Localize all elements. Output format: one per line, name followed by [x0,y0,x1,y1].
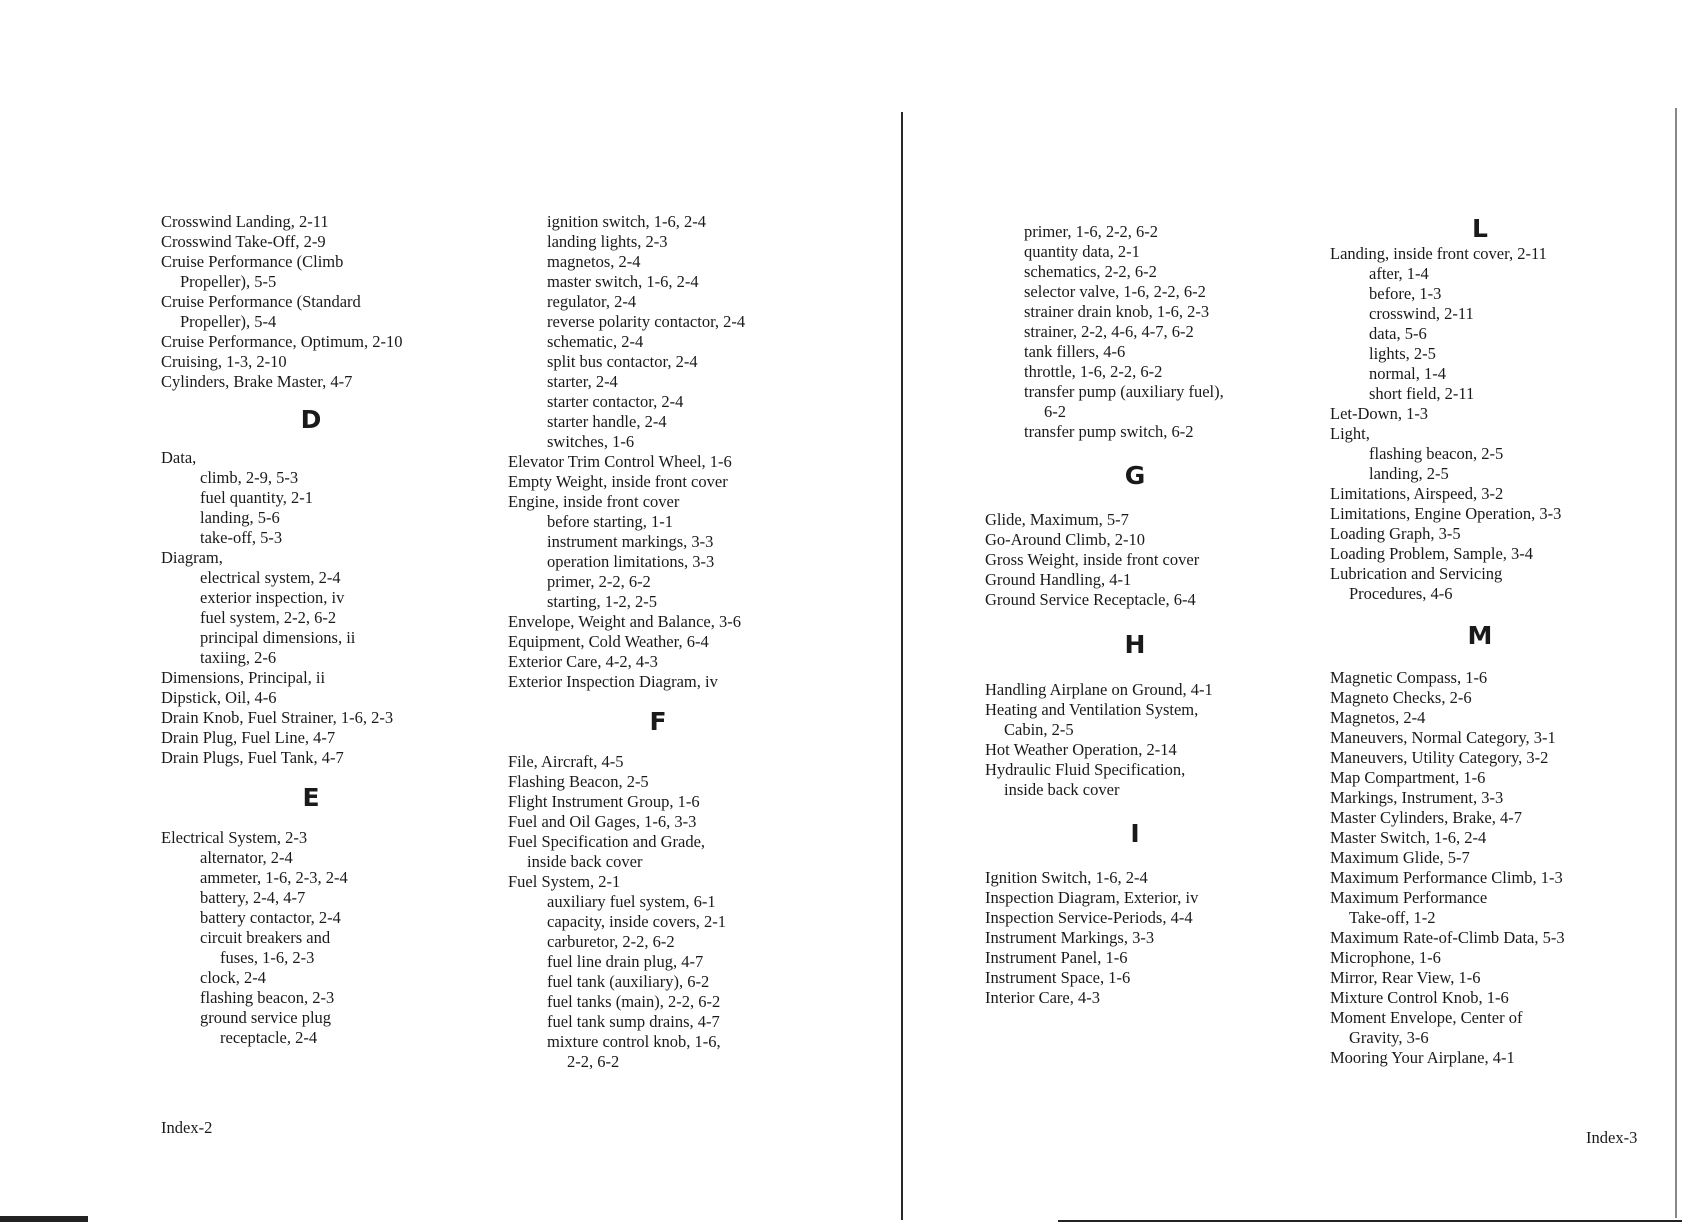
section-letter-h: H [1124,630,1146,659]
index-entry: Instrument Markings, 3-3 [985,928,1155,947]
index-entry: Landing, inside front cover, 2-11 [1330,244,1547,263]
index-entry: Cruising, 1-3, 2-10 [161,352,287,371]
index-entry: Mixture Control Knob, 1-6 [1330,988,1509,1007]
index-subentry: 6-2 [1044,402,1066,421]
index-entry: Cabin, 2-5 [1004,720,1074,739]
index-subentry: 2-2, 6-2 [567,1052,620,1071]
index-entry: Maximum Performance [1330,888,1488,907]
index-subentry: landing lights, 2-3 [547,232,668,251]
index-entry: Propeller), 5-4 [180,312,277,331]
index-subentry: starter contactor, 2-4 [547,392,684,411]
index-entry: Exterior Care, 4-2, 4-3 [508,652,658,671]
index-entry: Fuel Specification and Grade, [508,832,706,851]
index-entry: Master Switch, 1-6, 2-4 [1330,828,1487,847]
index-subentry: regulator, 2-4 [547,292,637,311]
index-entry: Flashing Beacon, 2-5 [508,772,649,791]
index-subentry: battery, 2-4, 4-7 [200,888,306,907]
index-entry: Inspection Service-Periods, 4-4 [985,908,1193,927]
index-entry: Hydraulic Fluid Specification, [985,760,1186,779]
index-subentry: short field, 2-11 [1369,384,1475,403]
index-entry: Take-off, 1-2 [1349,908,1436,927]
index-entry: Cruise Performance, Optimum, 2-10 [161,332,403,351]
section-letter-l: L [1472,214,1488,243]
index-column-left-2 [508,212,848,1072]
index-entry: Electrical System, 2-3 [161,828,308,847]
index-subentry: fuses, 1-6, 2-3 [220,948,315,967]
index-subentry: after, 1-4 [1369,264,1429,283]
index-entry: Fuel System, 2-1 [508,872,621,891]
index-subentry: taxiing, 2-6 [200,648,277,667]
index-entry: Magneto Checks, 2-6 [1330,688,1472,707]
index-entry: Hot Weather Operation, 2-14 [985,740,1177,759]
index-entry: Loading Graph, 3-5 [1330,524,1461,543]
index-entry: Maneuvers, Utility Category, 3-2 [1330,748,1549,767]
scan-edge-bottom-right [1058,1220,1682,1222]
index-entry: Maximum Glide, 5-7 [1330,848,1470,867]
index-subentry: transfer pump (auxiliary fuel), [1024,382,1224,401]
index-entry: Heating and Ventilation System, [985,700,1199,719]
index-column-right-1 [985,222,1325,1008]
index-entry: Ground Handling, 4-1 [985,570,1132,589]
index-entry: Ground Service Receptacle, 6-4 [985,590,1196,609]
section-letter-i: I [1130,819,1140,848]
index-entry: Crosswind Take-Off, 2-9 [161,232,326,251]
index-entry: Crosswind Landing, 2-11 [161,212,329,231]
index-subentry: mixture control knob, 1-6, [547,1032,721,1051]
index-subentry: reverse polarity contactor, 2-4 [547,312,746,331]
index-entry: Maneuvers, Normal Category, 3-1 [1330,728,1556,747]
index-entry: inside back cover [1004,780,1120,799]
index-entry: Map Compartment, 1-6 [1330,768,1486,787]
index-subentry: fuel quantity, 2-1 [200,488,314,507]
index-entry: Interior Care, 4-3 [985,988,1100,1007]
index-subentry: before starting, 1-1 [547,512,673,531]
index-entry: Go-Around Climb, 2-10 [985,530,1145,549]
index-subentry: switches, 1-6 [547,432,635,451]
index-subentry: normal, 1-4 [1369,364,1446,383]
section-letter-g: G [1124,461,1146,490]
index-subentry: alternator, 2-4 [200,848,293,867]
index-subentry: starting, 1-2, 2-5 [547,592,657,611]
index-entry: Inspection Diagram, Exterior, iv [985,888,1199,907]
index-entry: Handling Airplane on Ground, 4-1 [985,680,1213,699]
index-subentry: landing, 2-5 [1369,464,1449,483]
index-entry: Light, [1330,424,1370,443]
index-entry: Maximum Performance Climb, 1-3 [1330,868,1563,887]
index-entry: Procedures, 4-6 [1349,584,1453,603]
index-subentry: climb, 2-9, 5-3 [200,468,299,487]
index-entry: Exterior Inspection Diagram, iv [508,672,718,691]
index-column-right-2 [1330,214,1670,1068]
section-letter-f: F [649,707,667,736]
index-entry: Dipstick, Oil, 4-6 [161,688,277,707]
index-subentry: clock, 2-4 [200,968,266,987]
page-footer-right: Index-3 [1586,1128,1638,1147]
index-entry: Glide, Maximum, 5-7 [985,510,1129,529]
index-subentry: primer, 2-2, 6-2 [547,572,651,591]
index-subentry: capacity, inside covers, 2-1 [547,912,726,931]
index-subentry: magnetos, 2-4 [547,252,641,271]
index-entry: Diagram, [161,548,223,567]
index-subentry: flashing beacon, 2-5 [1369,444,1504,463]
index-entry: Microphone, 1-6 [1330,948,1441,967]
index-subentry: operation limitations, 3-3 [547,552,715,571]
index-subentry: primer, 1-6, 2-2, 6-2 [1024,222,1159,241]
index-entry: Flight Instrument Group, 1-6 [508,792,700,811]
index-entry: Lubrication and Servicing [1330,564,1503,583]
index-entry: Equipment, Cold Weather, 6-4 [508,632,709,651]
index-entry: Empty Weight, inside front cover [508,472,728,491]
index-subentry: flashing beacon, 2-3 [200,988,335,1007]
index-entry: Loading Problem, Sample, 3-4 [1330,544,1534,563]
index-subentry: fuel tank (auxiliary), 6-2 [547,972,710,991]
index-entry: Ignition Switch, 1-6, 2-4 [985,868,1148,887]
scan-edge-bottom-left [0,1216,88,1222]
index-subentry: landing, 5-6 [200,508,280,527]
index-subentry: selector valve, 1-6, 2-2, 6-2 [1024,282,1206,301]
index-entry: inside back cover [527,852,643,871]
index-subentry: schematic, 2-4 [547,332,644,351]
index-entry: Elevator Trim Control Wheel, 1-6 [508,452,732,471]
section-letter-e: E [302,783,320,812]
index-subentry: data, 5-6 [1369,324,1427,343]
index-subentry: quantity data, 2-1 [1024,242,1140,261]
index-subentry: electrical system, 2-4 [200,568,341,587]
index-entry: Dimensions, Principal, ii [161,668,326,687]
index-subentry: ammeter, 1-6, 2-3, 2-4 [200,868,348,887]
index-subentry: take-off, 5-3 [200,528,283,547]
index-subentry: lights, 2-5 [1369,344,1436,363]
index-entry: Drain Plugs, Fuel Tank, 4-7 [161,748,344,767]
index-entry: Envelope, Weight and Balance, 3-6 [508,612,741,631]
index-subentry: transfer pump switch, 6-2 [1024,422,1194,441]
index-entry: Markings, Instrument, 3-3 [1330,788,1504,807]
index-entry: Gravity, 3-6 [1349,1028,1429,1047]
index-subentry: strainer drain knob, 1-6, 2-3 [1024,302,1210,321]
index-subentry: fuel system, 2-2, 6-2 [200,608,337,627]
index-subentry: schematics, 2-2, 6-2 [1024,262,1157,281]
index-entry: Magnetic Compass, 1-6 [1330,668,1488,687]
index-entry: Moment Envelope, Center of [1330,1008,1523,1027]
index-subentry: carburetor, 2-2, 6-2 [547,932,675,951]
index-entry: Instrument Panel, 1-6 [985,948,1128,967]
index-entry: Drain Plug, Fuel Line, 4-7 [161,728,336,747]
index-subentry: receptacle, 2-4 [220,1028,318,1047]
index-entry: Limitations, Engine Operation, 3-3 [1330,504,1562,523]
page-footer-left: Index-2 [161,1118,213,1137]
index-subentry: starter handle, 2-4 [547,412,667,431]
index-entry: File, Aircraft, 4-5 [508,752,624,771]
page-gutter [901,112,903,1220]
index-subentry: battery contactor, 2-4 [200,908,341,927]
index-subentry: tank fillers, 4-6 [1024,342,1126,361]
index-subentry: strainer, 2-2, 4-6, 4-7, 6-2 [1024,322,1194,341]
index-subentry: starter, 2-4 [547,372,618,391]
index-subentry: master switch, 1-6, 2-4 [547,272,699,291]
section-letter-d: D [300,405,322,434]
index-entry: Data, [161,448,197,467]
index-subentry: instrument markings, 3-3 [547,532,714,551]
index-subentry: throttle, 1-6, 2-2, 6-2 [1024,362,1163,381]
index-subentry: crosswind, 2-11 [1369,304,1474,323]
index-entry: Mooring Your Airplane, 4-1 [1330,1048,1515,1067]
index-subentry: ignition switch, 1-6, 2-4 [547,212,707,231]
index-entry: Drain Knob, Fuel Strainer, 1-6, 2-3 [161,708,394,727]
index-entry: Cylinders, Brake Master, 4-7 [161,372,353,391]
index-entry: Cruise Performance (Climb [161,252,344,271]
index-subentry: before, 1-3 [1369,284,1442,303]
index-entry: Gross Weight, inside front cover [985,550,1200,569]
index-subentry: exterior inspection, iv [200,588,345,607]
index-entry: Magnetos, 2-4 [1330,708,1426,727]
index-entry: Master Cylinders, Brake, 4-7 [1330,808,1522,827]
index-column-left-1 [161,212,501,1048]
scan-edge-right [1675,108,1677,1218]
index-subentry: circuit breakers and [200,928,331,947]
index-subentry: principal dimensions, ii [200,628,356,647]
section-letter-m: M [1467,621,1493,650]
index-entry: Maximum Rate-of-Climb Data, 5-3 [1330,928,1565,947]
index-subentry: ground service plug [200,1008,332,1027]
index-entry: Fuel and Oil Gages, 1-6, 3-3 [508,812,697,831]
index-entry: Mirror, Rear View, 1-6 [1330,968,1481,987]
index-subentry: fuel tank sump drains, 4-7 [547,1012,720,1031]
index-subentry: auxiliary fuel system, 6-1 [547,892,716,911]
index-entry: Limitations, Airspeed, 3-2 [1330,484,1504,503]
index-subentry: fuel tanks (main), 2-2, 6-2 [547,992,721,1011]
index-subentry: fuel line drain plug, 4-7 [547,952,704,971]
index-entry: Cruise Performance (Standard [161,292,361,311]
index-entry: Instrument Space, 1-6 [985,968,1131,987]
index-entry: Engine, inside front cover [508,492,680,511]
index-entry: Let-Down, 1-3 [1330,404,1429,423]
index-subentry: split bus contactor, 2-4 [547,352,698,371]
index-entry: Propeller), 5-5 [180,272,277,291]
